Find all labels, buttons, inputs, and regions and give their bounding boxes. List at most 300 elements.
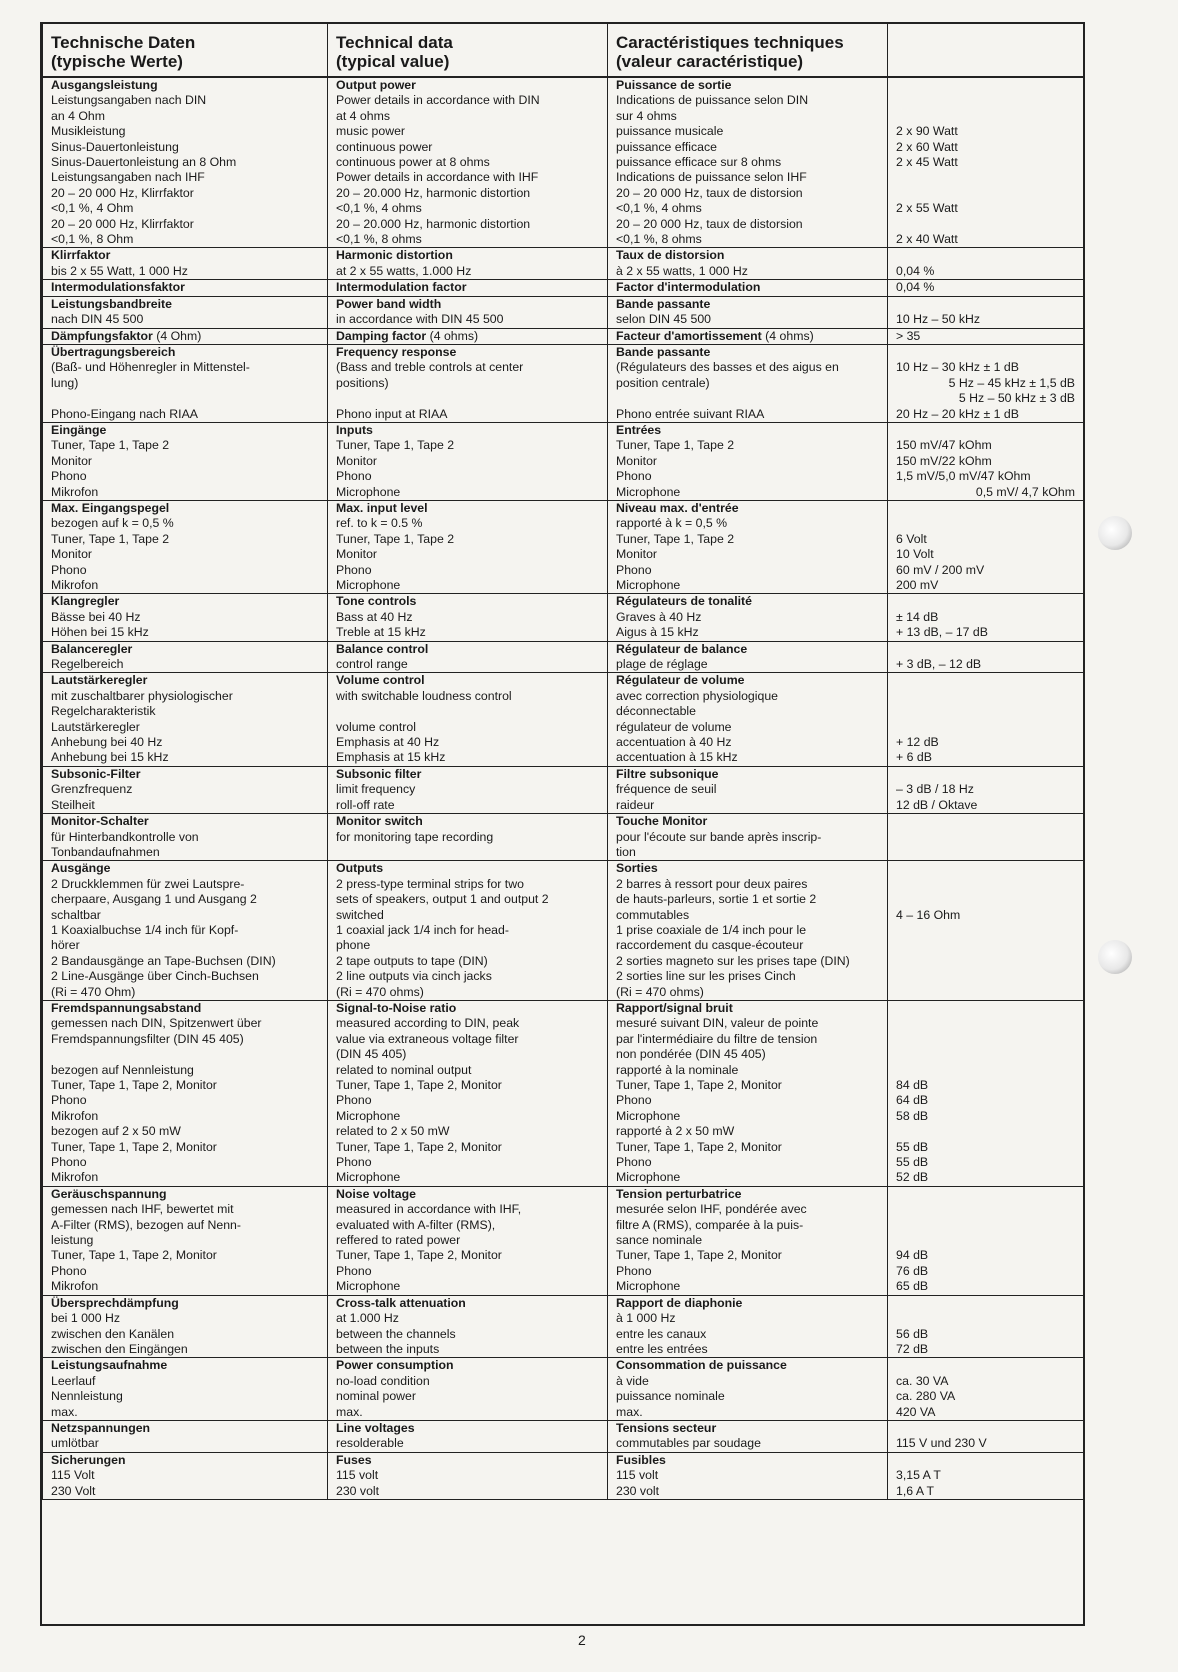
spec-heading-text: Leistungsaufnahme bbox=[51, 1358, 168, 1373]
spec-heading-text: Subsonic filter bbox=[336, 766, 422, 781]
spec-line: Indications de puissance selon IHF bbox=[616, 170, 807, 185]
spec-heading bbox=[51, 1187, 319, 1202]
spec-value bbox=[896, 1296, 1075, 1311]
spec-table bbox=[42, 24, 1084, 1500]
spec-line: filtre A (RMS), comparée à la puis- bbox=[616, 1217, 804, 1232]
spec-value: 52 dB bbox=[896, 1170, 929, 1185]
spec-line: Monitor bbox=[336, 547, 378, 562]
spec-cell-value bbox=[888, 328, 1084, 344]
spec-line: reffered to rated power bbox=[336, 1233, 461, 1248]
spec-cell-german bbox=[43, 1420, 328, 1452]
spec-cell-value bbox=[888, 1186, 1084, 1295]
spec-line: sets of speakers, output 1 and output 2 bbox=[336, 892, 549, 907]
spec-line: related to 2 x 50 mW bbox=[336, 1124, 450, 1139]
spec-line: puissance musicale bbox=[616, 124, 724, 139]
spec-value: 200 mV bbox=[896, 578, 939, 592]
spec-heading-text: Taux de distorsion bbox=[616, 248, 725, 263]
spec-cell-french bbox=[608, 641, 888, 673]
spec-line: Phono bbox=[336, 469, 372, 484]
spec-cell-english bbox=[328, 296, 608, 328]
spec-value bbox=[896, 423, 1075, 438]
spec-line: max. bbox=[616, 1404, 643, 1419]
spec-line: 230 Volt bbox=[51, 1483, 96, 1498]
spec-cell-german bbox=[43, 1186, 328, 1295]
spec-line: à vide bbox=[616, 1373, 649, 1388]
spec-heading bbox=[336, 861, 599, 876]
spec-line: 230 volt bbox=[616, 1483, 660, 1498]
spec-line: 2 tape outputs to tape (DIN) bbox=[336, 953, 488, 968]
spec-value: 420 VA bbox=[896, 1404, 936, 1419]
spec-value bbox=[896, 861, 1075, 876]
spec-value bbox=[896, 1421, 1075, 1436]
spec-value: 2 x 90 Watt bbox=[896, 124, 958, 139]
spec-heading bbox=[336, 248, 599, 263]
spec-heading-text: Sorties bbox=[616, 861, 658, 876]
spec-heading-text: Dämpfungsfaktor bbox=[51, 328, 153, 343]
spec-line: 20 – 20.000 Hz, harmonic distortion bbox=[336, 185, 531, 200]
spec-value bbox=[896, 673, 1075, 688]
spec-heading-text: Leistungsbandbreite bbox=[51, 296, 172, 311]
spec-row bbox=[43, 1000, 1084, 1186]
spec-line: gemessen nach DIN, Spitzenwert über bbox=[51, 1016, 262, 1031]
spec-line: 20 – 20.000 Hz, harmonic distortion bbox=[336, 216, 531, 231]
spec-line: Tuner, Tape 1, Tape 2, Monitor bbox=[51, 1078, 217, 1092]
spec-line: sance nominale bbox=[616, 1233, 703, 1248]
spec-line: Phono bbox=[336, 1093, 372, 1108]
spec-line: Tuner, Tape 1, Tape 2, Monitor bbox=[336, 1248, 502, 1263]
spec-cell-french bbox=[608, 1452, 888, 1499]
spec-cell-english bbox=[328, 1420, 608, 1452]
spec-line: Indications de puissance selon DIN bbox=[616, 93, 809, 108]
spec-line: position centrale) bbox=[616, 375, 710, 390]
spec-line: Tuner, Tape 1, Tape 2, Monitor bbox=[336, 1139, 502, 1154]
spec-heading-text: Monitor switch bbox=[336, 814, 423, 829]
spec-line: Leerlauf bbox=[51, 1373, 96, 1388]
spec-cell-french bbox=[608, 1295, 888, 1358]
spec-line: Phono bbox=[51, 562, 87, 577]
spec-line: 1 Koaxialbuchse 1/4 inch für Kopf- bbox=[51, 922, 239, 937]
spec-heading bbox=[51, 78, 319, 93]
spec-line: sur 4 ohms bbox=[616, 108, 677, 123]
spec-heading bbox=[51, 814, 319, 829]
spec-value: + 13 dB, – 17 dB bbox=[896, 625, 988, 640]
spec-heading bbox=[616, 673, 879, 688]
spec-heading bbox=[336, 297, 599, 312]
spec-value bbox=[896, 93, 1075, 108]
spec-cell-german bbox=[43, 1295, 328, 1358]
spec-line: roll-off rate bbox=[336, 797, 395, 812]
spec-value bbox=[896, 297, 1075, 312]
spec-value: – 3 dB / 18 Hz bbox=[896, 782, 974, 797]
spec-value: 5 Hz – 45 kHz ± 1,5 dB bbox=[948, 375, 1075, 390]
spec-line: Regelbereich bbox=[51, 657, 124, 672]
spec-cell-german bbox=[43, 861, 328, 1001]
spec-heading bbox=[51, 1296, 319, 1311]
spec-line: hörer bbox=[51, 938, 80, 953]
spec-heading-text: Line voltages bbox=[336, 1420, 415, 1435]
spec-heading bbox=[616, 814, 879, 829]
spec-row bbox=[43, 280, 1084, 296]
spec-heading-text: Ausgänge bbox=[51, 861, 111, 876]
spec-line: 1 prise coaxiale de 1/4 inch pour le bbox=[616, 922, 807, 937]
spec-heading-text: Outputs bbox=[336, 861, 384, 876]
spec-line: with switchable loudness control bbox=[336, 688, 512, 703]
spec-line: Bässe bei 40 Hz bbox=[51, 609, 141, 624]
spec-value bbox=[896, 689, 1075, 704]
header-values bbox=[888, 24, 1084, 77]
spec-line: Phono bbox=[51, 1263, 87, 1278]
spec-cell-french bbox=[608, 861, 888, 1001]
spec-value: + 12 dB bbox=[896, 735, 939, 750]
spec-value: 3,15 A T bbox=[896, 1468, 941, 1483]
spec-heading-text: Harmonic distortion bbox=[336, 248, 453, 263]
spec-heading bbox=[616, 423, 879, 438]
spec-line: (Bass and treble controls at center bbox=[336, 360, 524, 375]
spec-line: Tuner, Tape 1, Tape 2 bbox=[51, 531, 170, 546]
spec-heading-text: Cross-talk attenuation bbox=[336, 1295, 466, 1310]
spec-heading-text: Frequency response bbox=[336, 344, 457, 359]
spec-value bbox=[896, 767, 1075, 782]
spec-value: 150 mV/47 kOhm bbox=[896, 438, 992, 453]
spec-line: à 1 000 Hz bbox=[616, 1311, 676, 1326]
spec-row bbox=[43, 1420, 1084, 1452]
spec-cell-french bbox=[608, 328, 888, 344]
spec-line: Tuner, Tape 1, Tape 2, Monitor bbox=[336, 1078, 502, 1092]
spec-cell-french bbox=[608, 77, 888, 248]
spec-line: leistung bbox=[51, 1233, 94, 1248]
spec-cell-value bbox=[888, 1295, 1084, 1358]
spec-line: Treble at 15 kHz bbox=[336, 625, 426, 640]
spec-heading-text: Ausgangsleistung bbox=[51, 78, 158, 92]
spec-line: Microphone bbox=[616, 484, 681, 499]
spec-heading-text: Monitor-Schalter bbox=[51, 814, 149, 829]
spec-line: Monitor bbox=[616, 547, 658, 562]
spec-cell-english bbox=[328, 1358, 608, 1421]
spec-cell-french bbox=[608, 248, 888, 280]
spec-line: puissance efficace bbox=[616, 139, 717, 154]
spec-heading-text: Tension perturbatrice bbox=[616, 1186, 742, 1201]
spec-line: for monitoring tape recording bbox=[336, 829, 494, 844]
spec-value bbox=[896, 516, 1075, 531]
spec-line: related to nominal output bbox=[336, 1062, 472, 1077]
spec-heading bbox=[336, 673, 599, 688]
spec-heading bbox=[336, 767, 599, 782]
spec-heading-text: Balanceregler bbox=[51, 641, 133, 656]
spec-heading bbox=[51, 345, 319, 360]
spec-line: value via extraneous voltage filter bbox=[336, 1031, 519, 1046]
spec-value: ca. 280 VA bbox=[896, 1389, 956, 1404]
spec-heading-text: Max. input level bbox=[336, 500, 428, 515]
spec-cell-value bbox=[888, 296, 1084, 328]
spec-heading bbox=[336, 1453, 599, 1468]
spec-line bbox=[336, 391, 599, 406]
spec-heading-text: Rapport/signal bruit bbox=[616, 1000, 733, 1015]
spec-line: <0,1 %, 4 ohms bbox=[616, 201, 702, 216]
spec-line: at 2 x 55 watts, 1.000 Hz bbox=[336, 263, 472, 278]
spec-heading-text: Klirrfaktor bbox=[51, 248, 111, 263]
spec-value bbox=[896, 217, 1075, 232]
spec-cell-french bbox=[608, 1420, 888, 1452]
spec-value: ± 14 dB bbox=[896, 609, 939, 624]
spec-line: evaluated with A-filter (RMS), bbox=[336, 1217, 496, 1232]
spec-line: (Ri = 470 ohms) bbox=[616, 984, 704, 999]
spec-heading bbox=[616, 594, 879, 609]
spec-heading bbox=[51, 1001, 319, 1016]
spec-value: 10 Hz – 30 kHz ± 1 dB bbox=[896, 360, 1019, 375]
spec-line: zwischen den Kanälen bbox=[51, 1326, 175, 1341]
spec-line: 20 – 20 000 Hz, taux de distorsion bbox=[616, 216, 803, 231]
spec-line: puissance efficace sur 8 ohms bbox=[616, 155, 782, 170]
spec-cell-english bbox=[328, 1452, 608, 1499]
spec-heading-text: Filtre subsonique bbox=[616, 766, 719, 781]
spec-cell-english bbox=[328, 594, 608, 641]
spec-heading bbox=[336, 594, 599, 609]
spec-line: Phono entrée suivant RIAA bbox=[616, 406, 765, 421]
spec-value: 10 Hz – 50 kHz bbox=[896, 312, 981, 327]
spec-heading-text: Inputs bbox=[336, 422, 373, 437]
spec-row bbox=[43, 673, 1084, 766]
spec-cell-english bbox=[328, 280, 608, 296]
spec-heading bbox=[616, 78, 879, 93]
spec-heading bbox=[336, 345, 599, 360]
spec-line: commutables bbox=[616, 907, 690, 922]
spec-line: 20 – 20 000 Hz, taux de distorsion bbox=[616, 185, 803, 200]
spec-value bbox=[896, 501, 1075, 516]
spec-heading bbox=[616, 297, 879, 312]
spec-cell-english bbox=[328, 814, 608, 861]
spec-heading bbox=[336, 1187, 599, 1202]
spec-cell-value bbox=[888, 344, 1084, 422]
spec-heading bbox=[336, 1421, 599, 1436]
spec-line: 2 Druckklemmen für zwei Lautspre- bbox=[51, 876, 245, 891]
spec-row bbox=[43, 1452, 1084, 1499]
spec-cell-value bbox=[888, 594, 1084, 641]
spec-sheet bbox=[40, 22, 1085, 1626]
spec-line: Tuner, Tape 1, Tape 2, Monitor bbox=[616, 1078, 782, 1092]
spec-cell-german bbox=[43, 280, 328, 296]
spec-line: (Ri = 470 ohms) bbox=[336, 984, 424, 999]
spec-line: max. bbox=[336, 1404, 363, 1419]
spec-heading bbox=[616, 1358, 879, 1373]
spec-cell-german bbox=[43, 641, 328, 673]
spec-line: 2 press-type terminal strips for two bbox=[336, 876, 524, 891]
spec-line: umlötbar bbox=[51, 1436, 99, 1451]
spec-value bbox=[896, 170, 1075, 185]
spec-heading-text: Übertragungsbereich bbox=[51, 344, 176, 359]
spec-heading-text: Puissance de sortie bbox=[616, 78, 732, 92]
spec-line: zwischen den Eingängen bbox=[51, 1341, 188, 1356]
header-german-subtitle: (typische Werte) bbox=[51, 52, 183, 71]
spec-line: Phono bbox=[51, 469, 87, 484]
spec-cell-german bbox=[43, 500, 328, 593]
spec-line: volume control bbox=[336, 719, 416, 734]
spec-heading bbox=[51, 329, 319, 344]
spec-line: Phono bbox=[51, 1093, 87, 1108]
spec-heading bbox=[51, 1453, 319, 1468]
spec-row bbox=[43, 861, 1084, 1001]
spec-heading-text: Übersprechdämpfung bbox=[51, 1295, 179, 1310]
spec-line: Anhebung bei 40 Hz bbox=[51, 735, 163, 750]
spec-value: 2 x 55 Watt bbox=[896, 201, 958, 216]
spec-value: 56 dB bbox=[896, 1326, 929, 1341]
spec-heading-text: Niveau max. d'entrée bbox=[616, 500, 739, 515]
spec-heading-text: Bande passante bbox=[616, 344, 711, 359]
spec-line: Microphone bbox=[616, 578, 681, 592]
spec-value bbox=[896, 1063, 1075, 1078]
spec-line: Mikrofon bbox=[51, 1170, 99, 1185]
spec-line: déconnectable bbox=[616, 704, 696, 719]
spec-heading-text: Damping factor bbox=[336, 328, 427, 343]
spec-cell-value bbox=[888, 248, 1084, 280]
spec-cell-value bbox=[888, 500, 1084, 593]
spec-cell-english bbox=[328, 1000, 608, 1186]
spec-value: 60 mV / 200 mV bbox=[896, 562, 985, 577]
spec-cell-english bbox=[328, 673, 608, 766]
spec-value: 20 Hz – 20 kHz ± 1 dB bbox=[896, 406, 1019, 421]
spec-line: Phono bbox=[336, 562, 372, 577]
spec-cell-german bbox=[43, 296, 328, 328]
spec-heading-text: Signal-to-Noise ratio bbox=[336, 1000, 457, 1015]
spec-heading bbox=[51, 501, 319, 516]
spec-line: Steilheit bbox=[51, 797, 95, 812]
spec-row bbox=[43, 248, 1084, 280]
spec-line: schaltbar bbox=[51, 907, 101, 922]
spec-value bbox=[896, 704, 1075, 719]
spec-heading-text: Fuses bbox=[336, 1452, 372, 1467]
spec-value: 6 Volt bbox=[896, 531, 927, 546]
spec-cell-english bbox=[328, 422, 608, 500]
spec-heading-text: Geräuschspannung bbox=[51, 1186, 167, 1201]
spec-cell-german bbox=[43, 77, 328, 248]
spec-row bbox=[43, 422, 1084, 500]
spec-line: 2 Bandausgänge an Tape-Buchsen (DIN) bbox=[51, 953, 276, 968]
header-german-title: Technische Daten bbox=[51, 33, 196, 52]
spec-line: an 4 Ohm bbox=[51, 108, 105, 123]
spec-heading bbox=[616, 1187, 879, 1202]
spec-heading-note: (4 ohms) bbox=[761, 328, 814, 343]
spec-cell-value bbox=[888, 1420, 1084, 1452]
spec-line: Microphone bbox=[336, 578, 401, 592]
spec-heading-note: (4 Ohm) bbox=[152, 328, 202, 343]
header-row bbox=[43, 24, 1084, 77]
spec-row bbox=[43, 594, 1084, 641]
spec-line: Mikrofon bbox=[51, 1279, 99, 1294]
spec-value bbox=[896, 1453, 1075, 1468]
spec-line: für Hinterbandkontrolle von bbox=[51, 829, 199, 844]
spec-heading-text: Entrées bbox=[616, 422, 662, 437]
spec-line: rapporté à 2 x 50 mW bbox=[616, 1124, 735, 1139]
spec-heading bbox=[51, 861, 319, 876]
spec-cell-value bbox=[888, 77, 1084, 248]
spec-line: gemessen nach IHF, bewertet mit bbox=[51, 1202, 234, 1217]
spec-value bbox=[896, 186, 1075, 201]
spec-line: Phono-Eingang nach RIAA bbox=[51, 406, 198, 421]
spec-line: 2 line outputs via cinch jacks bbox=[336, 969, 492, 984]
spec-line: continuous power bbox=[336, 139, 433, 154]
spec-cell-german bbox=[43, 422, 328, 500]
spec-line: no-load condition bbox=[336, 1373, 430, 1388]
spec-cell-value bbox=[888, 1358, 1084, 1421]
spec-line: Mikrofon bbox=[51, 484, 99, 499]
header-english-title: Technical data bbox=[336, 33, 453, 52]
spec-cell-german bbox=[43, 248, 328, 280]
spec-heading bbox=[616, 345, 879, 360]
spec-value: 94 dB bbox=[896, 1248, 929, 1263]
spec-line: (DIN 45 405) bbox=[336, 1047, 407, 1062]
spec-heading bbox=[616, 642, 879, 657]
spec-line: Tonbandaufnahmen bbox=[51, 844, 160, 859]
spec-heading bbox=[336, 280, 599, 295]
spec-value: 0,04 % bbox=[896, 263, 935, 278]
spec-line: cherpaare, Ausgang 1 und Ausgang 2 bbox=[51, 892, 257, 907]
spec-value bbox=[896, 594, 1075, 609]
spec-heading-text: Eingänge bbox=[51, 422, 107, 437]
spec-line: raideur bbox=[616, 797, 655, 812]
spec-cell-english bbox=[328, 328, 608, 344]
spec-line: 115 Volt bbox=[51, 1468, 95, 1483]
spec-line: lung) bbox=[51, 375, 79, 390]
spec-value bbox=[896, 1001, 1075, 1016]
spec-line: par l'intermédiaire du filtre de tension bbox=[616, 1031, 818, 1046]
spec-line: measured in accordance with IHF, bbox=[336, 1202, 522, 1217]
spec-heading bbox=[336, 814, 599, 829]
spec-line: max. bbox=[51, 1404, 78, 1419]
spec-value: 76 dB bbox=[896, 1263, 929, 1278]
spec-value bbox=[896, 78, 1075, 93]
spec-heading bbox=[616, 329, 879, 344]
spec-heading-text: Tensions secteur bbox=[616, 1420, 717, 1435]
spec-line: 2 barres à ressort pour deux paires bbox=[616, 876, 808, 891]
spec-heading-text: Tone controls bbox=[336, 594, 417, 609]
header-french-title: Caractéristiques techniques bbox=[616, 33, 844, 52]
punch-hole-bottom bbox=[1098, 940, 1132, 974]
spec-value bbox=[896, 1218, 1075, 1233]
spec-value bbox=[896, 892, 1075, 907]
spec-line: in accordance with DIN 45 500 bbox=[336, 312, 504, 327]
spec-line: (Régulateurs des basses et des aigus en bbox=[616, 360, 839, 375]
spec-heading bbox=[51, 1358, 319, 1373]
spec-heading bbox=[51, 594, 319, 609]
spec-line: Microphone bbox=[336, 1108, 401, 1123]
spec-value: 150 mV/22 kOhm bbox=[896, 453, 992, 468]
spec-line: Phono bbox=[616, 562, 652, 577]
spec-line: mesuré suivant DIN, valeur de pointe bbox=[616, 1016, 819, 1031]
spec-cell-french bbox=[608, 1186, 888, 1295]
spec-value: + 6 dB bbox=[896, 750, 932, 765]
spec-line: Power details in accordance with IHF bbox=[336, 170, 539, 185]
spec-line: Regelcharakteristik bbox=[51, 704, 156, 719]
spec-heading-text: Max. Eingangspegel bbox=[51, 500, 170, 515]
spec-heading bbox=[616, 248, 879, 263]
spec-heading-text: Output power bbox=[336, 78, 416, 92]
spec-row bbox=[43, 1186, 1084, 1295]
spec-heading-text: Factor d'intermodulation bbox=[616, 280, 761, 295]
spec-heading-text: Lautstärkeregler bbox=[51, 673, 148, 688]
spec-line: resolderable bbox=[336, 1436, 404, 1451]
spec-value bbox=[896, 642, 1075, 657]
spec-heading-text: Klangregler bbox=[51, 594, 120, 609]
spec-cell-french bbox=[608, 1000, 888, 1186]
spec-heading bbox=[336, 501, 599, 516]
spec-row bbox=[43, 641, 1084, 673]
spec-line: Emphasis at 15 kHz bbox=[336, 750, 446, 765]
spec-line: entre les canaux bbox=[616, 1326, 707, 1341]
spec-value: 0,04 % bbox=[896, 280, 935, 295]
spec-line: Emphasis at 40 Hz bbox=[336, 735, 440, 750]
spec-heading-text: Intermodulation factor bbox=[336, 280, 467, 295]
spec-heading-text: Power consumption bbox=[336, 1358, 454, 1373]
spec-value: 2 x 45 Watt bbox=[896, 155, 958, 170]
